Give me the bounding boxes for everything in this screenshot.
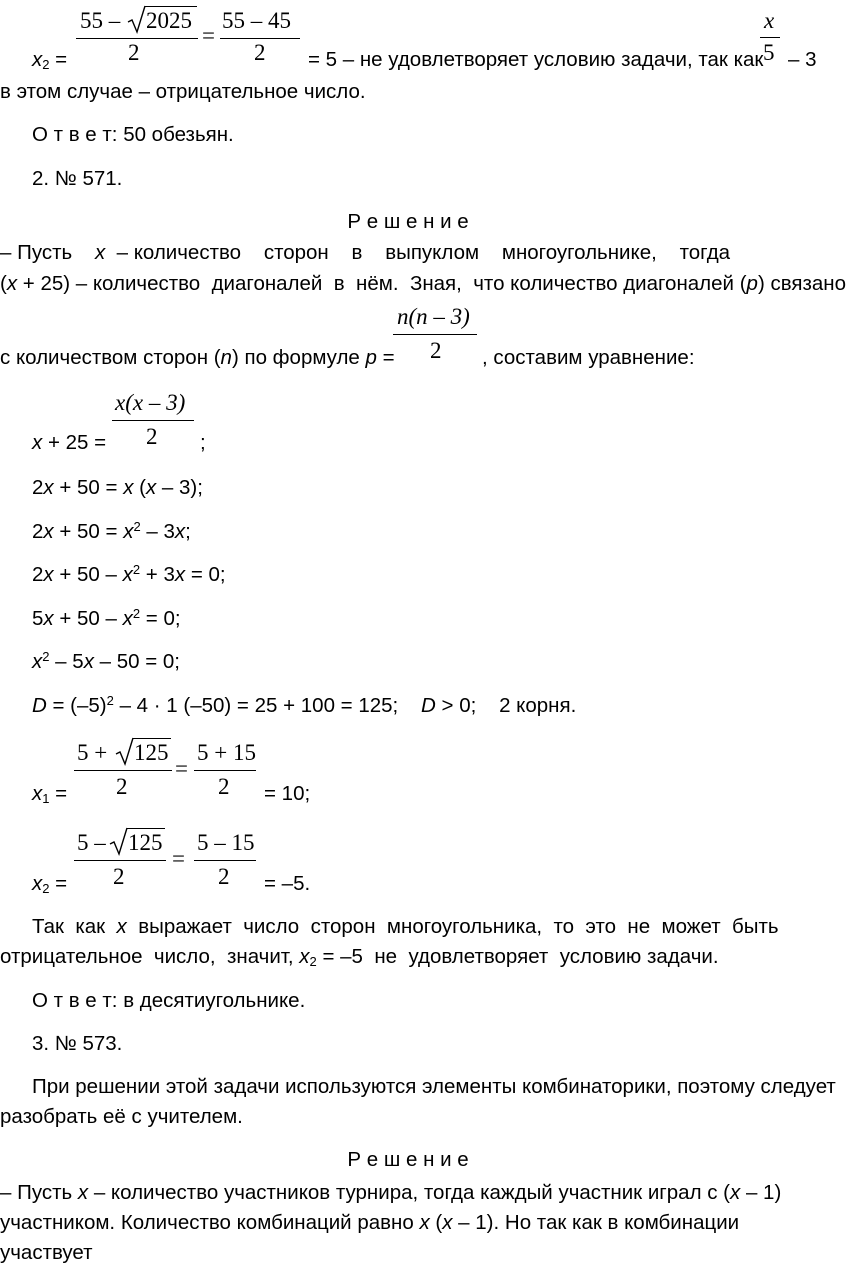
equation-4: $2x + 50 - x^2 + 3x = 0$; <box>32 562 226 586</box>
para-3-line-1: При решении этой задачи используются элементы комбинаторики, поэтому следует <box>32 1075 836 1098</box>
x1-result: = 10; <box>264 782 311 805</box>
fraction-bar <box>74 860 166 861</box>
x2-label: $x_2$ = <box>32 872 68 896</box>
line-1-post: = 5 – не удовлетворяет условию задачи, так как <box>308 48 764 71</box>
formula-1-den: 2 <box>128 40 140 65</box>
discriminant: $D = (-5)^2 - 4 \cdot 1$ (–50) = 25 + 100 = 125; D > 0; 2 корня. <box>32 693 577 717</box>
task-2-heading: 2. № 571. <box>32 167 123 190</box>
fraction-bar <box>194 770 256 771</box>
x1-label: $x_1$ = <box>32 782 68 806</box>
para-4-line-1: – Пусть x – количество участников турнира, тогда каждый участник играл с (x – 1) <box>0 1181 782 1204</box>
fraction-bar <box>74 770 172 771</box>
equation-1: x + 25 = <box>32 431 107 454</box>
formula-1-num-a: 55 – <box>80 8 121 33</box>
equation-1-tail: ; <box>200 431 206 454</box>
answer-1: О т в е т: 50 обезьян. <box>32 123 234 146</box>
equation-3: $2x + 50 = x^2 - 3x$; <box>32 519 191 543</box>
sqrt-sign <box>108 826 128 856</box>
formula-1-eq: = <box>202 23 215 48</box>
sqrt-sign <box>114 736 134 766</box>
para-2-line-1: Так как x выражает число сторон многоугольника, то это не может быть <box>32 915 779 938</box>
sqrt-sign <box>126 4 146 34</box>
solution-heading: Р е ш е н и е <box>347 210 469 233</box>
fraction-bar <box>760 37 780 38</box>
fraction-bar <box>393 334 477 335</box>
formula-1-radicand: 2025 <box>146 8 192 33</box>
para-1-line-3-b: , составим уравнение: <box>482 346 695 369</box>
fraction-bar <box>112 420 194 421</box>
para-2-line-2: отрицательное число, значит, $x_2 = -5$ не удовлетворяет условию задачи. <box>0 945 719 969</box>
equation-6: $x^2 - 5x - 50 = 0$; <box>32 649 180 673</box>
para-4-line-3: участвует <box>0 1241 93 1264</box>
equation-5: $5x + 50 - x^2 = 0$; <box>32 606 181 630</box>
line-2: в этом случае – отрицательное число. <box>0 80 366 103</box>
para-1-line-3: с количеством сторон (n) по формуле p = <box>0 346 395 369</box>
answer-2: О т в е т: в десятиугольнике. <box>32 989 306 1012</box>
para-1-line-1: – Пусть x – количество сторон в выпуклом многоугольнике, тогда <box>0 241 731 264</box>
formula-1b-num: 55 – 45 <box>222 8 291 33</box>
line-1-tail: – 3 <box>788 48 817 71</box>
formula-1b-den: 2 <box>254 40 266 65</box>
solution-heading-2: Р е ш е н и е <box>347 1148 469 1171</box>
line-1: $x_2$ = <box>32 48 68 72</box>
task-3-heading: 3. № 573. <box>32 1032 123 1055</box>
x2-result: = –5. <box>264 872 311 895</box>
para-3-line-2: разобрать её с учителем. <box>0 1105 243 1128</box>
para-4-line-2: участником. Количество комбинаций равно x (x – 1). Но так как в комбинации <box>0 1211 740 1234</box>
fraction-bar <box>194 860 256 861</box>
equation-2: 2x + 50 = x (x – 3); <box>32 476 203 499</box>
para-1-line-2: (x + 25) – количество диагоналей в нём. Зная, что количество диагоналей (p) связано <box>0 272 846 295</box>
